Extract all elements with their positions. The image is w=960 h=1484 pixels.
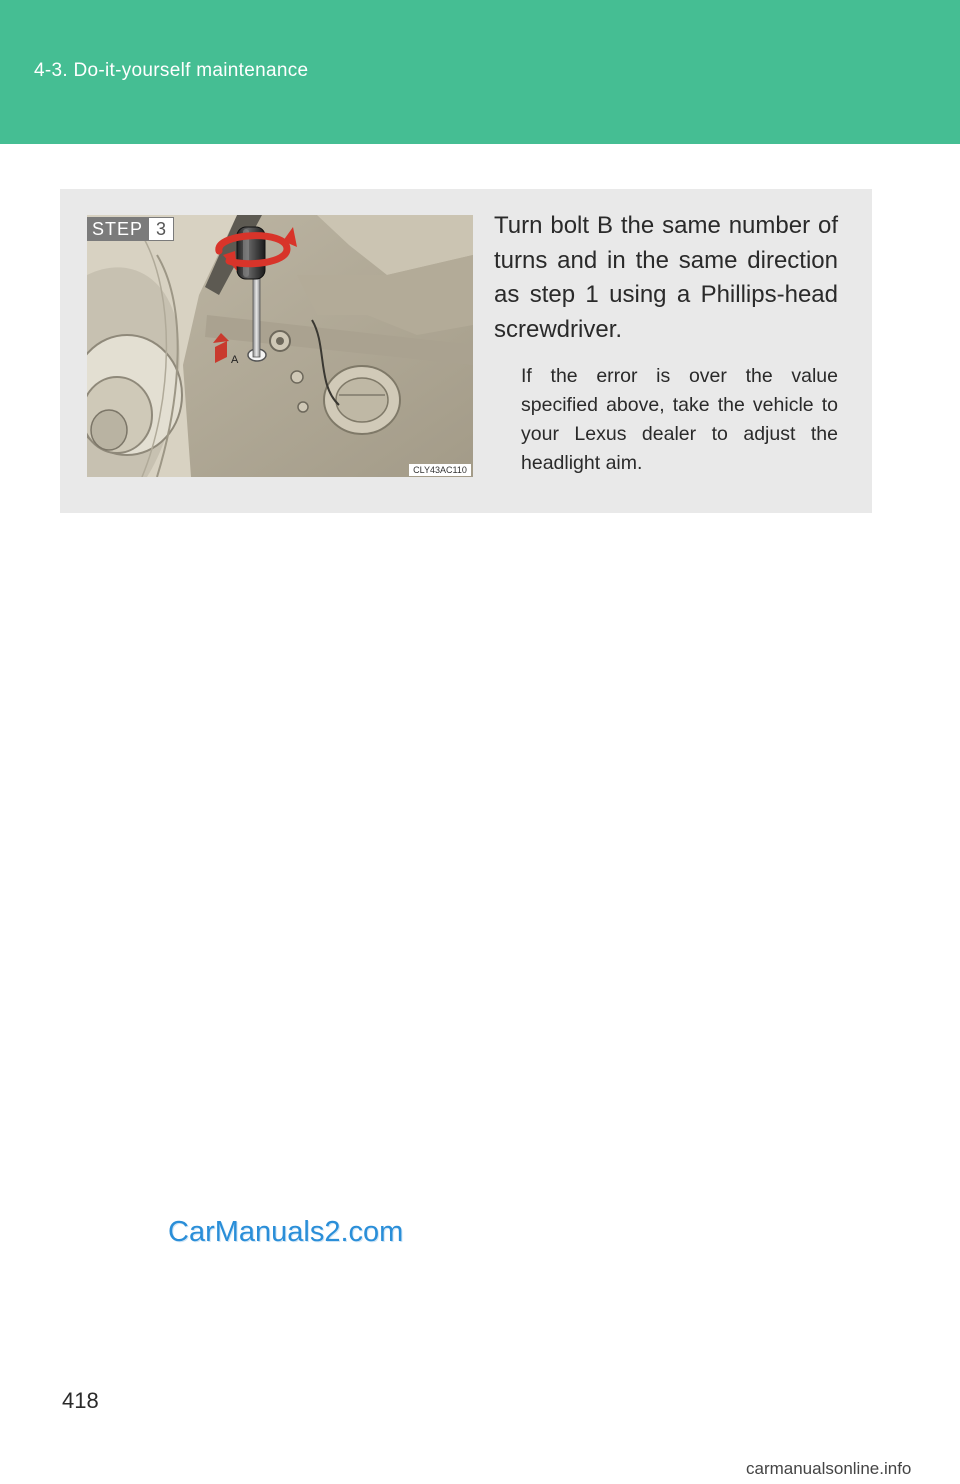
illustration-label: A: [231, 354, 239, 366]
section-title: 4-3. Do-it-yourself maintenance: [34, 60, 309, 81]
figure-code: CLY43AC110: [409, 464, 471, 476]
step-badge-word: STEP: [87, 217, 149, 241]
step-note: If the error is over the value specified above, take the vehicle to your Lexus dealer to adjust the headlight aim.: [521, 365, 838, 474]
step-badge-number: 3: [149, 217, 174, 241]
page-number: 418: [62, 1388, 99, 1413]
headlight-illustration: [87, 215, 473, 477]
footer-site-link[interactable]: carmanualsonline.info: [746, 1459, 912, 1478]
watermark: CarManuals2.com: [168, 1216, 404, 1248]
step-badge: [87, 217, 174, 241]
step-instruction: Turn bolt B the same number of turns and in the same direction as step 1 using a Phillips-head screwdriver.: [494, 212, 838, 343]
